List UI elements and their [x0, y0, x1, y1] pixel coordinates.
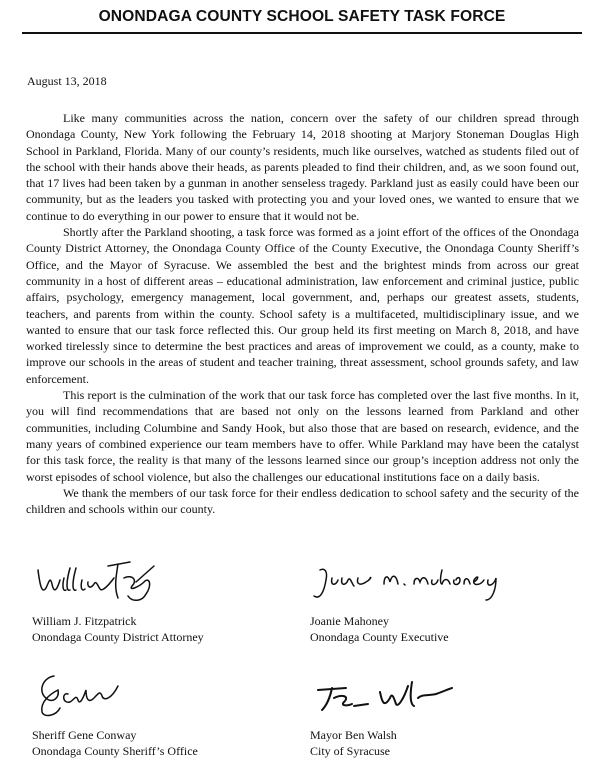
signatory-title: Onondaga County Executive	[310, 630, 449, 644]
paragraph-1: Like many communities across the nation, concern over the safety of our children spread through Onondaga County, New York following the February 14, 2018 shooting at Marjory Stoneman Douglas High School in Parkland, Florida. Many of our county’s residents, much like ourselves, watched as students filed out of the school with their hands above their heads, as parents pleaded to find their children, and, as we soon found out, that 17 lives had been taken by a gunman in another senseless tragedy. Parkland just as easily could have been our community, but as the leaders you tasked with protecting you and your loved ones, we wanted to ensure that we continue to do everything in our power to ensure that it would not be.	[26, 111, 579, 223]
paragraph-2: Shortly after the Parkland shooting, a task force was formed as a joint effort of the offices of the Onondaga County District Attorney, the Onondaga County Office of the County Executive, the Onondaga County Sheriff’s Office, and the Mayor of Syracuse. We assembled the best and the brightest minds from across our great community in a host of different areas – educational administration, law enforcement and criminal justice, public affairs, psychology, emergency management, local government, and, perhaps our greatest assets, students, teachers, and parents from within the county. School safety is a multifaceted, multidisciplinary issue, and we wanted to ensure that our task force reflected this. Our group held its first meeting on March 8, 2018, and have worked tirelessly since to determine the best practices and areas of improvement we could, as a county, make to improve our schools in the areas of student and teacher training, threat assessment, school grounds safety, and law enforcement.	[26, 225, 579, 386]
signature-block-walsh	[310, 668, 570, 760]
signatory-title: City of Syracuse	[310, 744, 390, 758]
signatory-title: Onondaga County District Attorney	[32, 630, 204, 644]
document-title: ONONDAGA COUNTY SCHOOL SAFETY TASK FORCE	[22, 8, 582, 34]
signature-block-mahoney	[310, 556, 570, 646]
signature-block-fitzpatrick	[32, 556, 292, 646]
signatory-name: William J. Fitzpatrick	[32, 614, 137, 628]
paragraph-4: We thank the members of our task force for their endless dedication to school safety and the security of the children and schools within our county.	[26, 485, 579, 517]
signatory-name: Sheriff Gene Conway	[32, 728, 137, 742]
handwritten-signature-mahoney	[310, 556, 510, 608]
handwritten-signature-conway	[32, 668, 142, 722]
signatory-title: Onondaga County Sheriff’s Office	[32, 744, 198, 758]
signature-block-conway	[32, 668, 292, 760]
letter-body	[26, 110, 579, 517]
signatory-name: Joanie Mahoney	[310, 614, 389, 628]
handwritten-signature-walsh	[310, 668, 460, 722]
signatory-name: Mayor Ben Walsh	[310, 728, 397, 742]
paragraph-3: This report is the culmination of the work that our task force has completed over the last five months. In it, you will find recommendations that are based not only on the lessons learned from Parkland and other communities, including Columbine and Sandy Hook, but also those that are based on research, evidence, and the many years of combined experience our team members have to offer. While Parkland may have been the catalyst for this task force, the reality is that many of the lessons learned since our group’s inception address not only the worst episodes of school violence, but also the challenges our educational institutions face on a daily basis.	[26, 388, 579, 484]
letter-date: August 13, 2018	[27, 74, 107, 88]
handwritten-signature-fitzpatrick	[32, 556, 172, 608]
